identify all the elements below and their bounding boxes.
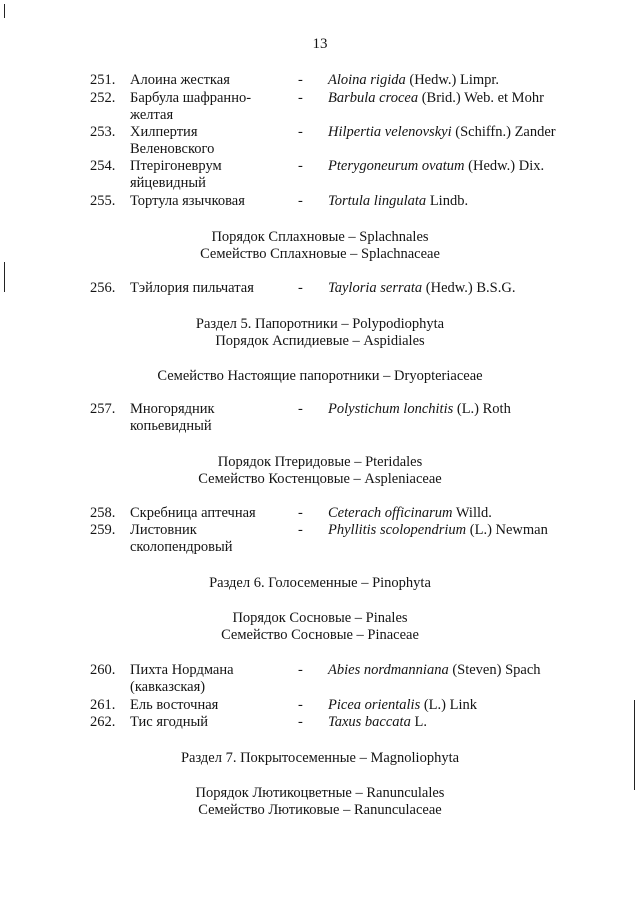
separator-dash: - <box>298 401 303 417</box>
russian-name: Тис ягодный <box>130 714 209 730</box>
separator-dash: - <box>298 72 303 88</box>
russian-name: Птерігоневрум яйцевидный <box>130 158 222 191</box>
latin-name: Hilpertia velenovskyi (Schiffn.) Zander <box>328 124 556 140</box>
latin-name: Ceterach officinarum Willd. <box>328 505 492 521</box>
russian-name: Алоина жесткая <box>130 72 230 88</box>
section-heading: Раздел 5. Папоротники – Polypodiophyta <box>195 316 445 332</box>
section-heading: Раздел 6. Голосеменные – Pinophyta <box>209 575 431 591</box>
separator-dash: - <box>298 714 303 730</box>
latin-name: Tortula lingulata Lindb. <box>328 193 469 209</box>
latin-name: Aloina rigida (Hedw.) Limpr. <box>328 72 500 88</box>
family-heading: Семейство Настоящие папоротники – Dryopteriaceae <box>157 368 483 384</box>
item-number: 253. <box>90 124 116 140</box>
russian-name: Листовник сколопендровый <box>130 522 233 555</box>
family-heading: Семейство Лютиковые – Ranunculaceae <box>198 802 442 818</box>
item-number: 251. <box>90 72 116 88</box>
separator-dash: - <box>298 90 303 106</box>
russian-name: Многорядник копьевидный <box>130 401 215 434</box>
latin-name: Polystichum lonchitis (L.) Roth <box>328 401 511 417</box>
family-heading: Семейство Сплахновые – Splachnaceae <box>200 246 440 262</box>
item-number: 257. <box>90 401 116 417</box>
separator-dash: - <box>298 158 303 174</box>
latin-name: Barbula crocea (Brid.) Web. et Mohr <box>328 90 544 106</box>
latin-name: Pterygoneurum ovatum (Hedw.) Dix. <box>328 158 545 174</box>
order-heading: Порядок Лютикоцветные – Ranunculales <box>195 785 445 801</box>
russian-name: Скребница аптечная <box>130 505 256 521</box>
item-number: 262. <box>90 714 116 730</box>
latin-name: Abies nordmanniana (Steven) Spach <box>328 662 541 678</box>
separator-dash: - <box>298 193 303 209</box>
item-number: 259. <box>90 522 116 538</box>
order-heading: Порядок Аспидиевые – Aspidiales <box>215 333 425 349</box>
separator-dash: - <box>298 124 303 140</box>
latin-name: Taxus baccata L. <box>328 714 427 730</box>
order-heading: Порядок Сплахновые – Splachnales <box>211 229 429 245</box>
item-number: 256. <box>90 280 116 296</box>
separator-dash: - <box>298 280 303 296</box>
scan-mark-left <box>4 4 5 18</box>
russian-name: Хилпертия Веленовского <box>130 124 215 157</box>
latin-name: Picea orientalis (L.) Link <box>328 697 477 713</box>
separator-dash: - <box>298 522 303 538</box>
russian-name: Тортула язычковая <box>130 193 245 209</box>
order-heading: Порядок Птеридовые – Pteridales <box>217 454 423 470</box>
russian-name: Ель восточная <box>130 697 219 713</box>
latin-name: Tayloria serrata (Hedw.) B.S.G. <box>328 280 516 296</box>
item-number: 261. <box>90 697 116 713</box>
separator-dash: - <box>298 697 303 713</box>
russian-name: Пихта Нордмана (кавказская) <box>130 662 234 695</box>
latin-name: Phyllitis scolopendrium (L.) Newman <box>328 522 548 538</box>
separator-dash: - <box>298 505 303 521</box>
order-heading: Порядок Сосновые – Pinales <box>232 610 408 626</box>
scan-mark-right <box>634 700 635 790</box>
item-number: 254. <box>90 158 116 174</box>
item-number: 258. <box>90 505 116 521</box>
scan-mark-left <box>4 262 5 292</box>
item-number: 252. <box>90 90 116 106</box>
section-heading: Раздел 7. Покрытосеменные – Magnoliophyta <box>180 750 460 766</box>
family-heading: Семейство Сосновые – Pinaceae <box>221 627 419 643</box>
family-heading: Семейство Костенцовые – Aspleniaceae <box>198 471 442 487</box>
item-number: 255. <box>90 193 116 209</box>
russian-name: Тэйлория пильчатая <box>130 280 254 296</box>
item-number: 260. <box>90 662 116 678</box>
russian-name: Барбула шафранно- желтая <box>130 90 252 123</box>
separator-dash: - <box>298 662 303 678</box>
page-number: 13 <box>312 36 328 52</box>
